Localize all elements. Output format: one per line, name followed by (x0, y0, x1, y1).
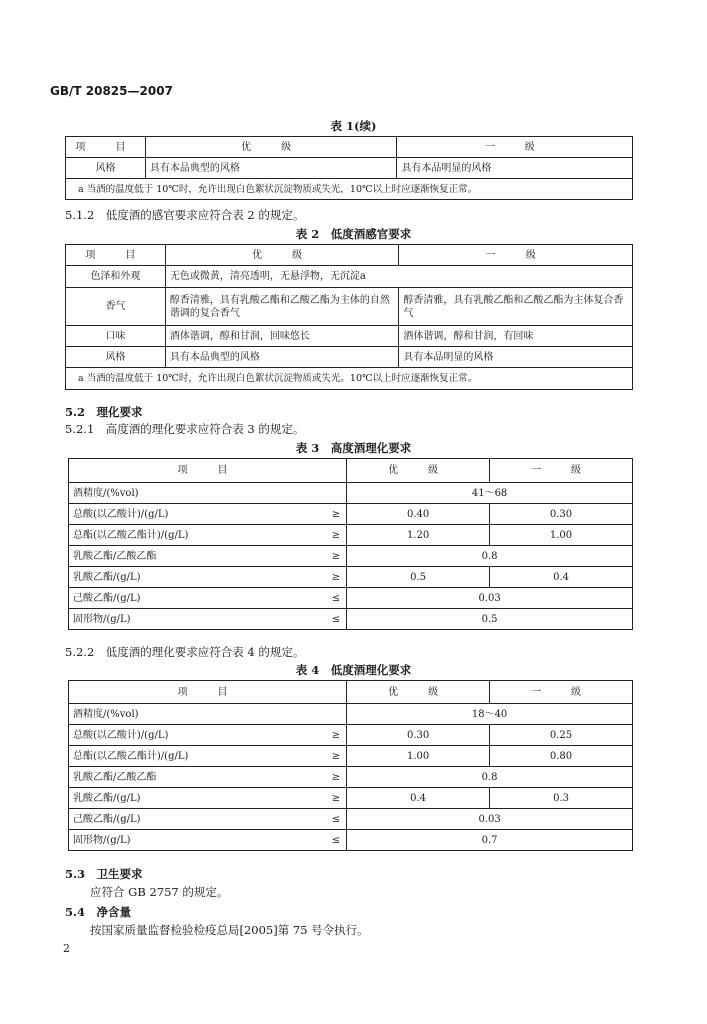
table4-value: 18～40 (347, 704, 633, 725)
table2-aroma-first: 醇香清雅，具有乳酸乙酯和乙酸乙酯为主体复合香气 (399, 288, 633, 326)
table-row (66, 326, 633, 347)
table3-premium-value: 1.20 (347, 525, 490, 546)
table-row (69, 704, 633, 725)
table4-premium-value: 0.4 (347, 788, 490, 809)
table2-taste-premium: 酒体谐调，醇和甘润，回味悠长 (165, 326, 399, 347)
table1-header-item: 项 目 (66, 137, 146, 158)
table2-header-premium: 优 级 (165, 245, 399, 266)
section-5-2-2: 5.2.2 低度酒的理化要求应符合表 4 的规定。 (65, 645, 305, 659)
table2-style-premium: 具有本品典型的风格 (165, 347, 399, 368)
table2-taste-first: 酒体谐调，醇和甘润，有回味 (399, 326, 633, 347)
table3-limit-symbol: ≥ (310, 567, 346, 588)
table-row (69, 609, 633, 630)
table-row (66, 288, 633, 326)
section-5-3-title: 卫生要求 (96, 867, 143, 881)
section-5-3-body: 应符合 GB 2757 的规定。 (90, 885, 229, 899)
table4-caption: 表 4 低度酒理化要求 (295, 663, 412, 677)
table2-note: a 当酒的温度低于 10℃时，允许出现白色絮状沉淀物质或失光。10℃以上时应逐渐恢复正常。 (66, 368, 633, 390)
table3-item: 总酸(以乙酸计)/(g/L) (69, 504, 311, 525)
table3-caption: 表 3 高度酒理化要求 (295, 441, 412, 455)
table-row (69, 483, 633, 504)
table2-item-taste: 口味 (66, 326, 166, 347)
table3-first-value: 0.4 (490, 567, 633, 588)
table4-item: 固形物/(g/L) (69, 830, 311, 851)
table4-item: 乳酸乙酯/乙酸乙酯 (69, 767, 311, 788)
section-5-3-num: 5.3 (65, 867, 86, 881)
table3-limit-symbol: ≥ (310, 525, 346, 546)
table1-header-first: 一 级 (397, 137, 633, 158)
section-5-2-title: 理化要求 (96, 405, 143, 419)
table2-caption: 表 2 低度酒感官要求 (295, 227, 412, 241)
table4-limit-symbol: ≤ (310, 830, 346, 851)
table3-header-first: 一 级 (490, 459, 633, 483)
table-row (69, 746, 633, 767)
table3-item: 总酯(以乙酸乙酯计)/(g/L) (69, 525, 311, 546)
section-5-4 (65, 904, 131, 920)
section-5-4-num: 5.4 (65, 905, 86, 919)
table4-limit-symbol: ≥ (310, 725, 346, 746)
section-5-1-2: 5.1.2 低度酒的感官要求应符合表 2 的规定。 (65, 208, 305, 222)
section-5-4-title: 净含量 (96, 905, 132, 919)
section-5-3 (65, 866, 143, 882)
table4-value: 0.8 (347, 767, 633, 788)
table2-appearance-value: 无色或微黄，清亮透明，无悬浮物，无沉淀a (165, 266, 632, 288)
table3-item: 乳酸乙酯/(g/L) (69, 567, 311, 588)
table3-value: 41～68 (347, 483, 633, 504)
table2-item-appearance: 色泽和外观 (66, 266, 166, 288)
table4-item: 乳酸乙酯/(g/L) (69, 788, 311, 809)
table2-aroma-premium: 醇香清雅，具有乳酸乙酯和乙酸乙酯为主体的自然谐调的复合香气 (165, 288, 399, 326)
table-row (66, 266, 633, 288)
table-row (69, 567, 633, 588)
section-5-2-num: 5.2 (65, 405, 86, 419)
section-5-2 (65, 404, 143, 420)
table4-limit-symbol (310, 704, 346, 725)
table3-limit-symbol: ≤ (310, 588, 346, 609)
table1-note: a 当酒的温度低于 10℃时，允许出现白色絮状沉淀物质或失光，10℃以上时应逐渐恢复正常。 (66, 179, 633, 200)
table4-first-value: 0.3 (490, 788, 633, 809)
table-row (69, 788, 633, 809)
table4-header-premium: 优 级 (347, 681, 490, 704)
table1-row-first: 具有本品明显的风格 (397, 158, 633, 179)
section-5-4-body: 按国家质量监督检验检疫总局[2005]第 75 号令执行。 (90, 923, 369, 937)
table4-value: 0.7 (347, 830, 633, 851)
table3-premium-value: 0.40 (347, 504, 490, 525)
table4-item: 己酸乙酯/(g/L) (69, 809, 311, 830)
table3-value: 0.8 (347, 546, 633, 567)
table4-header-item: 项 目 (69, 681, 347, 704)
table3-item: 己酸乙酯/(g/L) (69, 588, 311, 609)
table4-item: 总酯(以乙酸乙酯计)/(g/L) (69, 746, 311, 767)
table4-first-value: 0.25 (490, 725, 633, 746)
table3-item: 酒精度/(%vol) (69, 483, 311, 504)
table2 (65, 244, 633, 390)
table3-limit-symbol (310, 483, 346, 504)
section-5-2-1: 5.2.1 高度酒的理化要求应符合表 3 的规定。 (65, 422, 305, 436)
table-row (69, 767, 633, 788)
table-row (69, 546, 633, 567)
table2-item-style: 风格 (66, 347, 166, 368)
table3-header-premium: 优 级 (347, 459, 490, 483)
table3-limit-symbol: ≥ (310, 546, 346, 567)
table4-limit-symbol: ≥ (310, 788, 346, 809)
table4-premium-value: 0.30 (347, 725, 490, 746)
table3-item: 乳酸乙酯/乙酸乙酯 (69, 546, 311, 567)
table3-limit-symbol: ≤ (310, 609, 346, 630)
table3-first-value: 1.00 (490, 525, 633, 546)
table4-header-first: 一 级 (490, 681, 633, 704)
table-row (69, 830, 633, 851)
table3-premium-value: 0.5 (347, 567, 490, 588)
page-number: 2 (63, 942, 70, 955)
table-row (69, 504, 633, 525)
table1-row-premium: 具有本品典型的风格 (145, 158, 397, 179)
table4 (68, 680, 633, 851)
table-row (69, 588, 633, 609)
table3-value: 0.03 (347, 588, 633, 609)
table4-premium-value: 1.00 (347, 746, 490, 767)
table4-value: 0.03 (347, 809, 633, 830)
table1-header-premium: 优 级 (145, 137, 397, 158)
table4-limit-symbol: ≤ (310, 809, 346, 830)
table3-value: 0.5 (347, 609, 633, 630)
table1-row-item: 风格 (66, 158, 146, 179)
table1-caption: 表 1(续) (330, 119, 377, 133)
table3-first-value: 0.30 (490, 504, 633, 525)
table3-header-item: 项 目 (69, 459, 347, 483)
table3-limit-symbol: ≥ (310, 504, 346, 525)
table-row (69, 725, 633, 746)
table4-first-value: 0.80 (490, 746, 633, 767)
table1 (65, 136, 633, 200)
table4-limit-symbol: ≥ (310, 767, 346, 788)
table-row (66, 347, 633, 368)
table3 (68, 458, 633, 630)
standard-code: GB/T 20825—2007 (50, 84, 173, 98)
table4-limit-symbol: ≥ (310, 746, 346, 767)
table2-style-first: 具有本品明显的风格 (399, 347, 633, 368)
table4-item: 总酸(以乙酸计)/(g/L) (69, 725, 311, 746)
table-row (69, 809, 633, 830)
table4-item: 酒精度/(%vol) (69, 704, 311, 725)
table2-header-item: 项 目 (66, 245, 166, 266)
table2-header-first: 一 级 (399, 245, 633, 266)
table-row (69, 525, 633, 546)
table3-item: 固形物/(g/L) (69, 609, 311, 630)
table2-item-aroma: 香气 (66, 288, 166, 326)
